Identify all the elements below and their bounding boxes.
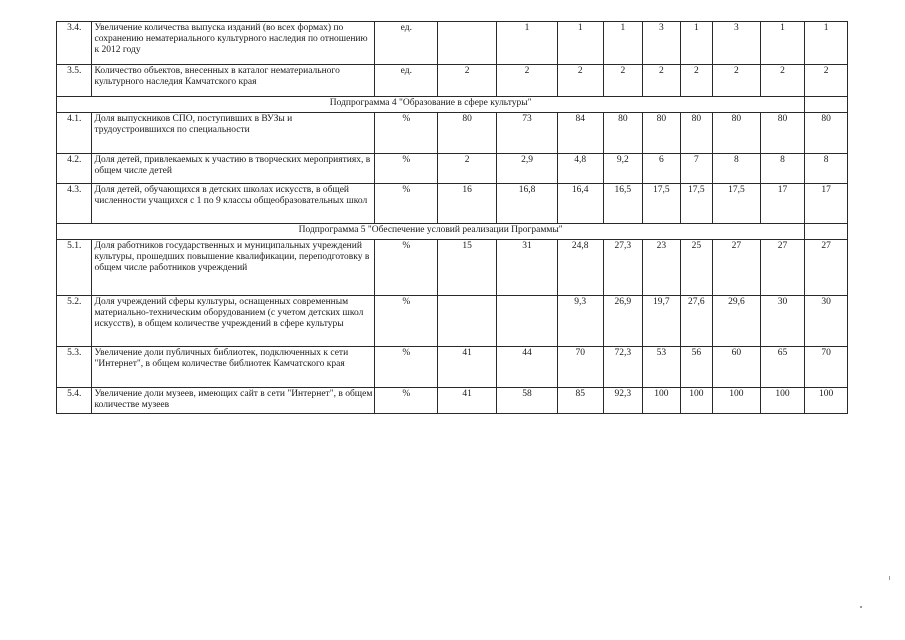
- value-cell: 41: [438, 388, 497, 414]
- value-cell: 1: [680, 22, 712, 65]
- value-cell: 3: [713, 22, 761, 65]
- value-cell: 29,6: [713, 296, 761, 347]
- unit-cell: %: [375, 184, 438, 224]
- unit-cell: %: [375, 388, 438, 414]
- value-cell: 70: [557, 347, 603, 388]
- unit-cell: %: [375, 296, 438, 347]
- value-cell: 9,3: [557, 296, 603, 347]
- value-cell: 17: [805, 184, 848, 224]
- value-cell: [497, 296, 558, 347]
- unit-cell: %: [375, 154, 438, 184]
- value-cell: 24,8: [557, 240, 603, 296]
- indicators-table: [56, 21, 848, 414]
- row-index: 5.4.: [57, 388, 92, 414]
- value-cell: 30: [805, 296, 848, 347]
- value-cell: 2: [497, 65, 558, 97]
- section-title: Подпрограмма 4 "Образование в сфере культуры": [57, 97, 805, 113]
- value-cell: 27: [760, 240, 805, 296]
- value-cell: 80: [805, 113, 848, 154]
- table-row: [57, 154, 848, 184]
- value-cell: 2: [438, 154, 497, 184]
- row-index: 5.3.: [57, 347, 92, 388]
- value-cell: 26,9: [603, 296, 643, 347]
- row-index: 3.4.: [57, 22, 92, 65]
- value-cell: 41: [438, 347, 497, 388]
- section-empty-cell: [805, 224, 848, 240]
- value-cell: 17,5: [713, 184, 761, 224]
- value-cell: 25: [680, 240, 712, 296]
- value-cell: 9,2: [603, 154, 643, 184]
- value-cell: [438, 22, 497, 65]
- value-cell: 2: [760, 65, 805, 97]
- table-row: [57, 113, 848, 154]
- value-cell: 100: [805, 388, 848, 414]
- row-index: 5.2.: [57, 296, 92, 347]
- unit-cell: ед.: [375, 22, 438, 65]
- value-cell: 70: [805, 347, 848, 388]
- value-cell: 1: [805, 22, 848, 65]
- value-cell: 100: [713, 388, 761, 414]
- indicator-name: Доля учреждений сферы культуры, оснащенных современным материально-техническим оборудованием (с учетом детских школ искусств), в общем количестве учреждений в сфере культуры: [92, 296, 375, 347]
- value-cell: 1: [497, 22, 558, 65]
- value-cell: 31: [497, 240, 558, 296]
- table-row: [57, 296, 848, 347]
- value-cell: [438, 296, 497, 347]
- value-cell: 19,7: [643, 296, 681, 347]
- value-cell: 73: [497, 113, 558, 154]
- value-cell: 4,8: [557, 154, 603, 184]
- value-cell: 2,9: [497, 154, 558, 184]
- value-cell: 92,3: [603, 388, 643, 414]
- section-row: [57, 224, 848, 240]
- value-cell: 72,3: [603, 347, 643, 388]
- value-cell: 3: [643, 22, 681, 65]
- value-cell: 27: [805, 240, 848, 296]
- indicator-name: Увеличение доли музеев, имеющих сайт в сети "Интернет", в общем количестве музеев: [92, 388, 375, 414]
- value-cell: 2: [603, 65, 643, 97]
- section-row: [57, 97, 848, 113]
- value-cell: 100: [643, 388, 681, 414]
- table-body: [57, 22, 848, 414]
- value-cell: 16: [438, 184, 497, 224]
- value-cell: 58: [497, 388, 558, 414]
- value-cell: 100: [760, 388, 805, 414]
- value-cell: 80: [643, 113, 681, 154]
- value-cell: 16,4: [557, 184, 603, 224]
- value-cell: 27,3: [603, 240, 643, 296]
- value-cell: 80: [680, 113, 712, 154]
- value-cell: 85: [557, 388, 603, 414]
- value-cell: 8: [713, 154, 761, 184]
- value-cell: 8: [760, 154, 805, 184]
- row-index: 3.5.: [57, 65, 92, 97]
- indicator-name: Доля выпускников СПО, поступивших в ВУЗы и трудоустроившихся по специальности: [92, 113, 375, 154]
- unit-cell: %: [375, 113, 438, 154]
- value-cell: 27,6: [680, 296, 712, 347]
- row-index: 4.2.: [57, 154, 92, 184]
- row-index: 5.1.: [57, 240, 92, 296]
- value-cell: 56: [680, 347, 712, 388]
- value-cell: 84: [557, 113, 603, 154]
- value-cell: 53: [643, 347, 681, 388]
- value-cell: 100: [680, 388, 712, 414]
- value-cell: 65: [760, 347, 805, 388]
- indicator-name: Увеличение доли публичных библиотек, подключенных к сети "Интернет", в общем количестве библиотек Камчатского края: [92, 347, 375, 388]
- value-cell: 1: [603, 22, 643, 65]
- value-cell: 80: [603, 113, 643, 154]
- indicator-name: Увеличение количества выпуска изданий (во всех формах) по сохранению нематериального культурного наследия по отношению к 2012 году: [92, 22, 375, 65]
- section-empty-cell: [805, 97, 848, 113]
- value-cell: 8: [805, 154, 848, 184]
- value-cell: 7: [680, 154, 712, 184]
- value-cell: 2: [643, 65, 681, 97]
- unit-cell: %: [375, 240, 438, 296]
- value-cell: 30: [760, 296, 805, 347]
- table-row: [57, 65, 848, 97]
- value-cell: 80: [760, 113, 805, 154]
- value-cell: 80: [438, 113, 497, 154]
- table-row: [57, 240, 848, 296]
- indicator-name: Доля детей, обучающихся в детских школах искусств, в общей численности учащихся с 1 по 9 классы общеобразовательных школ: [92, 184, 375, 224]
- value-cell: 15: [438, 240, 497, 296]
- value-cell: 2: [557, 65, 603, 97]
- scan-mark: [860, 606, 862, 608]
- scan-mark: [889, 576, 890, 580]
- value-cell: 16,8: [497, 184, 558, 224]
- value-cell: 6: [643, 154, 681, 184]
- value-cell: 16,5: [603, 184, 643, 224]
- table-row: [57, 347, 848, 388]
- row-index: 4.3.: [57, 184, 92, 224]
- value-cell: 60: [713, 347, 761, 388]
- indicator-name: Доля детей, привлекаемых к участию в творческих мероприятиях, в общем числе детей: [92, 154, 375, 184]
- table-row: [57, 388, 848, 414]
- value-cell: 2: [438, 65, 497, 97]
- value-cell: 23: [643, 240, 681, 296]
- value-cell: 17,5: [643, 184, 681, 224]
- value-cell: 27: [713, 240, 761, 296]
- unit-cell: ед.: [375, 65, 438, 97]
- value-cell: 2: [805, 65, 848, 97]
- value-cell: 1: [760, 22, 805, 65]
- indicator-name: Количество объектов, внесенных в каталог нематериального культурного наследия Камчатского края: [92, 65, 375, 97]
- value-cell: 1: [557, 22, 603, 65]
- table-row: [57, 184, 848, 224]
- section-title: Подпрограмма 5 "Обеспечение условий реализации Программы": [57, 224, 805, 240]
- value-cell: 17,5: [680, 184, 712, 224]
- value-cell: 2: [713, 65, 761, 97]
- value-cell: 2: [680, 65, 712, 97]
- row-index: 4.1.: [57, 113, 92, 154]
- value-cell: 44: [497, 347, 558, 388]
- indicator-name: Доля работников государственных и муниципальных учреждений культуры, прошедших повышение квалификации, переподготовку в общем числе работников учреждений: [92, 240, 375, 296]
- table-row: [57, 22, 848, 65]
- value-cell: 80: [713, 113, 761, 154]
- value-cell: 17: [760, 184, 805, 224]
- unit-cell: %: [375, 347, 438, 388]
